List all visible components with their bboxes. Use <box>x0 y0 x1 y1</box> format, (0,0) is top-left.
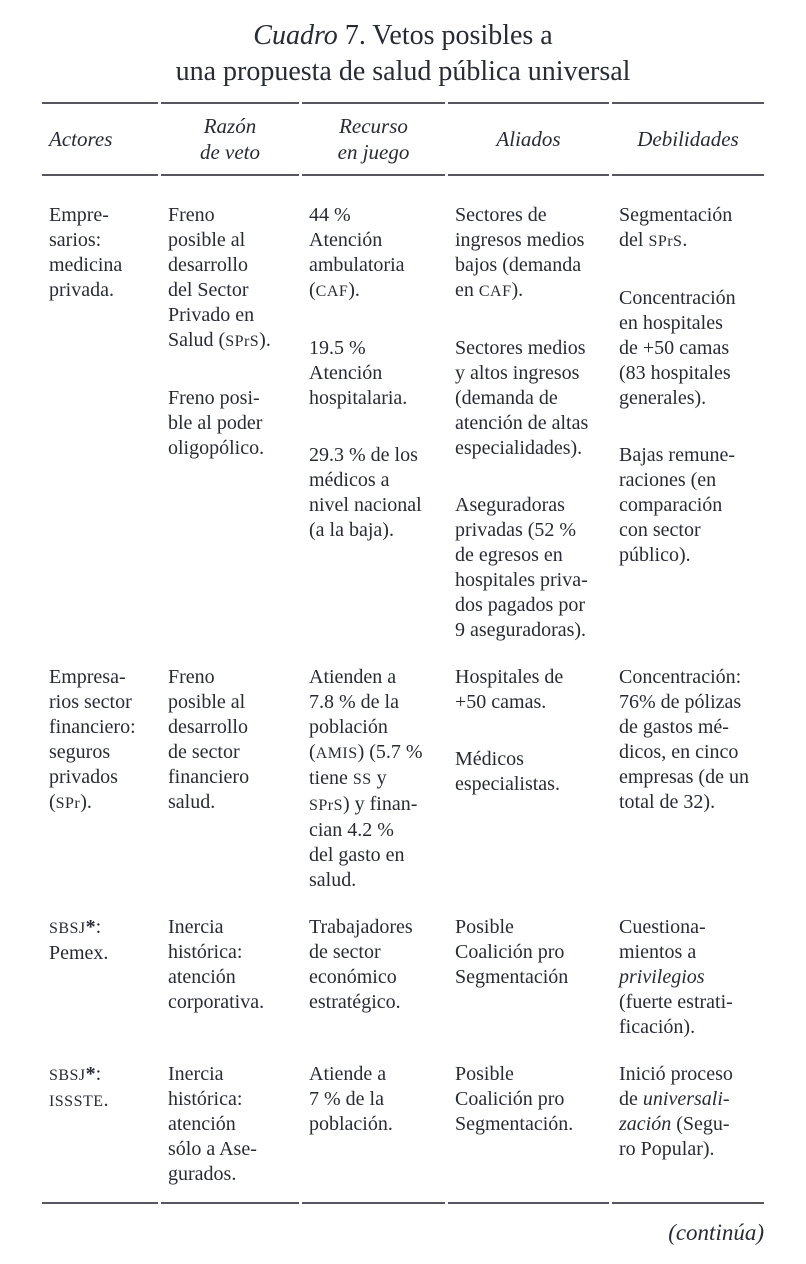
column-header-debilidades: Debilidades <box>637 127 739 151</box>
cell-paragraph: Empresa- rios sector financiero: seguros privados (SPr). <box>49 666 136 813</box>
table-cell <box>42 1062 158 1187</box>
table-row <box>42 915 764 1040</box>
cell-paragraph: Sectores medios y altos ingresos (demanda de atención de altas especialidades). <box>455 337 589 459</box>
table-header-rule <box>42 174 764 176</box>
rule-segment <box>448 1202 609 1204</box>
table-cell <box>302 1062 445 1187</box>
column-header-recurso-en-juego: Recurso en juego <box>337 114 410 164</box>
continuation-note: (continúa) <box>668 1220 764 1245</box>
table-title-line2: una propuesta de salud pública universal <box>175 56 631 87</box>
cell-paragraph: Freno posible al desarrollo del Sector Privado en Salud (SPrS). <box>168 204 271 351</box>
table-title <box>42 18 764 90</box>
rule-segment <box>161 1202 299 1204</box>
cell-paragraph: 29.3 % de los médicos a nivel nacional (a la baja). <box>309 444 422 541</box>
table-row <box>42 665 764 893</box>
cell-paragraph: Médicos especialistas. <box>455 748 560 795</box>
cell-paragraph: Sectores de ingresos medios bajos (demanda en CAF). <box>455 204 585 301</box>
table-cell <box>161 665 299 893</box>
table-cell <box>448 1062 609 1187</box>
cell-paragraph: Aseguradoras privadas (52 % de egresos en hospitales priva- dos pagados por 9 aseguradoras). <box>455 494 588 641</box>
cell-paragraph: Concentración en hospitales de +50 camas (83 hospitales generales). <box>619 287 736 409</box>
cell-paragraph: Freno posi- ble al poder oligopólico. <box>168 387 265 459</box>
rule-segment <box>302 1202 445 1204</box>
cell-paragraph: Atiende a 7 % de la población. <box>309 1063 393 1135</box>
table-cell <box>161 915 299 1040</box>
table-cell <box>302 203 445 643</box>
table-cell <box>42 203 158 643</box>
cell-paragraph: Freno posible al desarrollo de sector financiero salud. <box>168 666 250 813</box>
rule-segment <box>42 1202 158 1204</box>
table-cell <box>42 665 158 893</box>
table-cell <box>302 915 445 1040</box>
table-cell <box>161 1062 299 1187</box>
table-header-row <box>42 104 764 174</box>
column-header-aliados: Aliados <box>496 127 561 151</box>
table-cell <box>612 203 764 643</box>
table-cell <box>612 915 764 1040</box>
cell-paragraph: SBSJ*: Pemex. <box>49 916 109 964</box>
cell-paragraph: SBSJ*: ISSSTE. <box>49 1063 109 1111</box>
cell-paragraph: Trabajadores de sector económico estratégico. <box>309 916 413 1013</box>
cell-paragraph: 44 % Atención ambulatoria (CAF). <box>309 204 405 301</box>
rule-segment <box>448 174 609 176</box>
column-header-actores: Actores <box>49 127 113 151</box>
table-row <box>42 1062 764 1187</box>
table-cell <box>612 665 764 893</box>
cell-paragraph: Bajas remune- raciones (en comparación con sector público). <box>619 444 736 566</box>
cell-paragraph: Concentración: 76% de pólizas de gastos mé- dicos, en cinco empresas (de un total de 32). <box>619 666 749 813</box>
cell-paragraph: Inercia histórica: atención corporativa. <box>168 916 265 1013</box>
cell-paragraph: Posible Coalición pro Segmentación <box>455 916 569 988</box>
table-cell <box>612 1062 764 1187</box>
table-title-label: Cuadro <box>253 20 338 51</box>
cell-paragraph: Segmentación del SPrS. <box>619 204 733 251</box>
table-bottom-rule <box>42 1202 764 1204</box>
cell-paragraph: Posible Coalición pro Segmentación. <box>455 1063 574 1135</box>
cell-paragraph: Hospitales de +50 camas. <box>455 666 564 713</box>
rule-segment <box>612 1202 764 1204</box>
cell-paragraph: 19.5 % Atención hospitalaria. <box>309 337 408 409</box>
vetoes-table <box>42 102 764 1204</box>
table-cell <box>448 665 609 893</box>
table-row <box>42 203 764 643</box>
cell-paragraph: Empre- sarios: medicina privada. <box>49 204 123 301</box>
table-cell <box>42 915 158 1040</box>
table-title-line1: 7. Vetos posibles a <box>337 20 553 51</box>
cell-paragraph: Inició proceso de universali- zación (Segu- ro Popular). <box>619 1063 733 1160</box>
rule-segment <box>42 174 158 176</box>
table-cell <box>161 203 299 643</box>
cell-paragraph: Cuestiona- mientos a privilegios (fuerte estrati- ficación). <box>619 916 733 1038</box>
column-header-razon-de-veto: Razón de veto <box>199 114 261 164</box>
rule-segment <box>161 174 299 176</box>
table-cell <box>302 665 445 893</box>
rule-segment <box>302 174 445 176</box>
table-cell <box>448 915 609 1040</box>
cell-paragraph: Atienden a 7.8 % de la población (AMIS) (5.7 % tiene SS y SPrS) y finan- cian 4.2 % del gasto en salud. <box>309 666 423 891</box>
table-body <box>42 176 764 1202</box>
table-cell <box>448 203 609 643</box>
cell-paragraph: Inercia histórica: atención sólo a Ase- gurados. <box>168 1063 257 1185</box>
rule-segment <box>612 174 764 176</box>
